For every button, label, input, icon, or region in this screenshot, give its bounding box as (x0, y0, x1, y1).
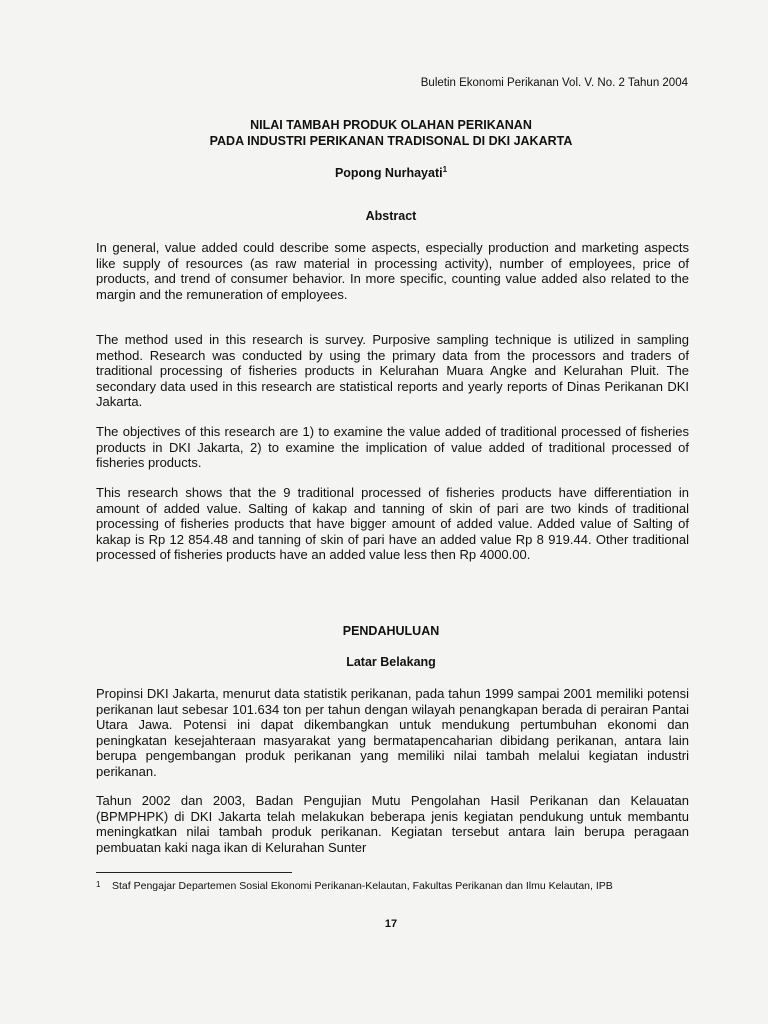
body-paragraph-1: Propinsi DKI Jakarta, menurut data statistik perikanan, pada tahun 1999 sampai 2001 memiliki potensi perikanan laut sebesar 101.634 ton per tahun dengan wilayah penangkapan berada di perairan Pantai Utara Jawa. Potensi ini dapat dikembangkan untuk mendukung pertumbuhan ekonomi dan peningkatan kesejahteraan masyarakat yang bermatapencaharian dibidang perikanan, antara lain berupa pengembangan produk perikanan yang memiliki nilai tambah melalui kegiatan industri perikanan. (96, 686, 689, 779)
author-footnote-mark: 1 (442, 165, 448, 174)
subsection-heading: Latar Belakang (346, 655, 436, 669)
paper-title (96, 118, 686, 149)
author (96, 165, 686, 180)
footnote-divider (96, 872, 292, 873)
body-paragraph-2: Tahun 2002 dan 2003, Badan Pengujian Mutu Pengolahan Hasil Perikanan dan Kelauatan (BPMPHPK) di DKI Jakarta telah melakukan beberapa jenis kegiatan pendukung untuk membantu meningkatkan nilai tambah produk perikanan. Kegiatan tersebut antara lain berupa peragaan pembuatan kaki naga ikan di Kelurahan Sunter (96, 793, 689, 855)
page-number: 17 (384, 918, 398, 930)
title-line-2: PADA INDUSTRI PERIKANAN TRADISONAL DI DKI JAKARTA (209, 133, 573, 148)
footnote-mark: 1 (96, 880, 101, 889)
title-line-1: NILAI TAMBAH PRODUK OLAHAN PERIKANAN (250, 118, 532, 132)
abstract-paragraph-4: This research shows that the 9 traditional processed of fisheries products have differentiation in amount of added value. Salting of kakap and tanning of skin of pari are two kinds of traditional processing of fisheries products that have bigger amount of added value. Added value of Salting of kakap is Rp 12 854.48 and tanning of skin of pari have an added value Rp 8 919.44. Other traditional processed of fisheries products have an added value less then Rp 4000.00. (96, 485, 689, 563)
section-heading: PENDAHULUAN (342, 624, 440, 638)
running-head: Buletin Ekonomi Perikanan Vol. V. No. 2 Tahun 2004 (420, 77, 688, 89)
abstract-heading: Abstract (365, 209, 417, 223)
abstract-paragraph-3: The objectives of this research are 1) to examine the value added of traditional processed of fisheries products in DKI Jakarta, 2) to examine the implication of value added of traditional processed of fisheries products. (96, 424, 689, 471)
abstract-paragraph-2: The method used in this research is survey. Purposive sampling technique is utilized in sampling method. Research was conducted by using the primary data from the processors and traders of traditional processing of fisheries products in Kelurahan Muara Angke and Kelurahan Pluit. The secondary data used in this research are statistical reports and yearly reports of Dinas Perikanan DKI Jakarta. (96, 332, 689, 410)
abstract-paragraph-1: In general, value added could describe some aspects, especially production and marketing aspects like supply of resources (as raw material in processing activity), number of employees, price of products, and trend of consumer behavior. In more specific, counting value added also related to the margin and the remuneration of employees. (96, 240, 689, 302)
footnote-text: Staf Pengajar Departemen Sosial Ekonomi Perikanan-Kelautan, Fakultas Perikanan dan Ilmu Kelautan, IPB (112, 880, 613, 892)
author-name: Popong Nurhayati (334, 166, 443, 181)
footnote (96, 880, 686, 894)
